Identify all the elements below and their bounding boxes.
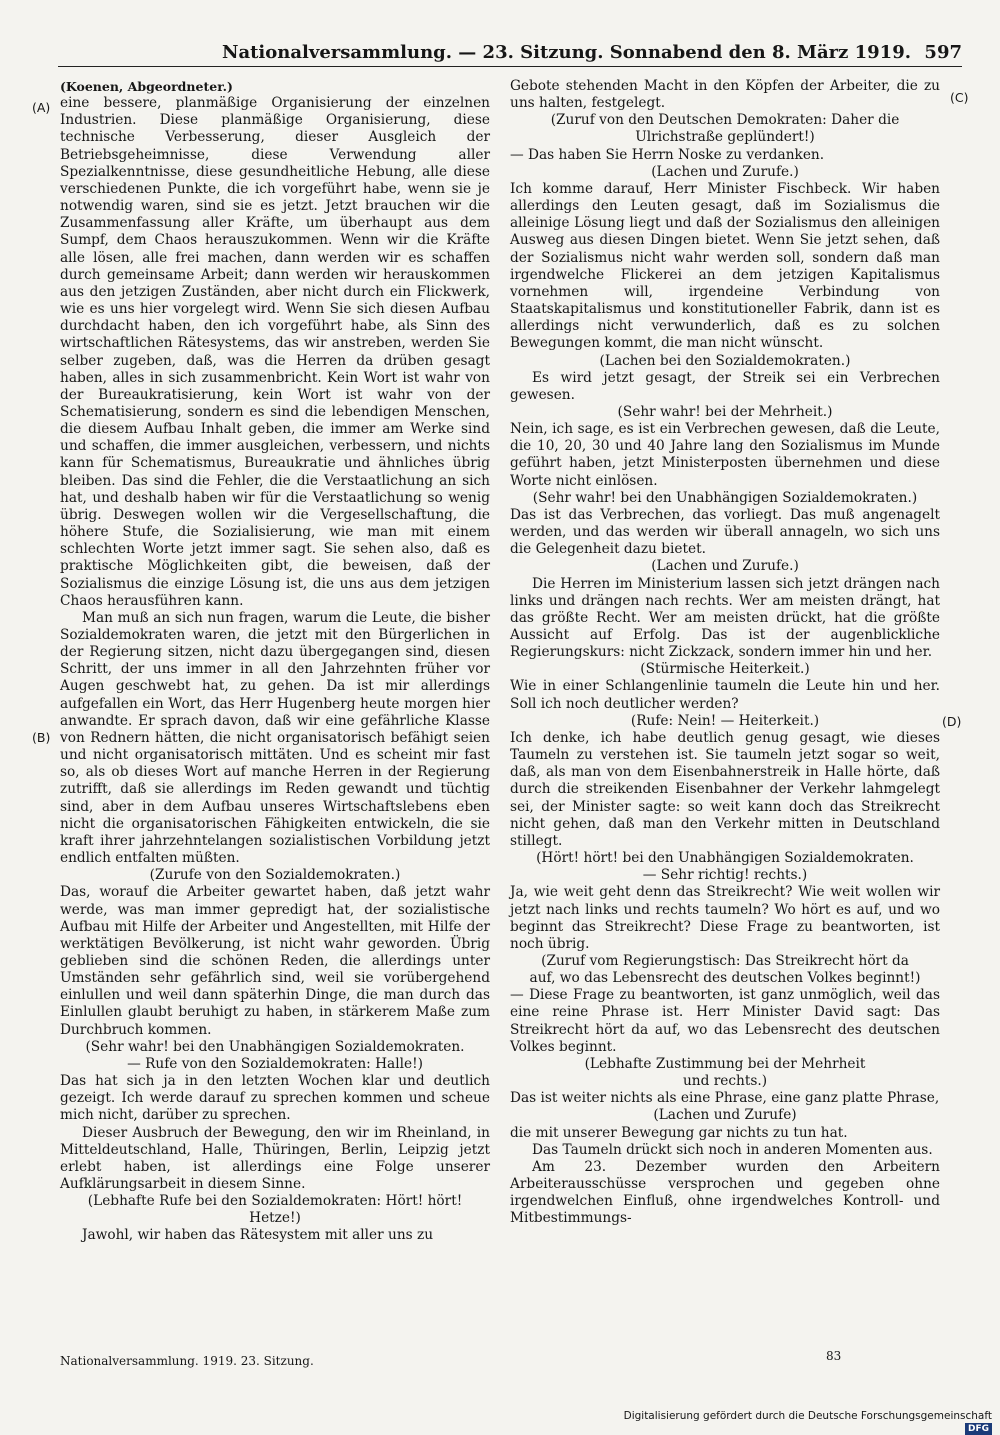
- paragraph: Ja, wie weit geht denn das Streikrecht? Wie weit wollen wir jetzt nach links und rechts taumeln? Wo hört es auf, und wo beginnt das Streikrecht? Diese Frage zu beantworten, ist noch übrig.: [510, 884, 940, 952]
- interjection: (Rufe: Nein! — Heiterkeit.): [630, 712, 820, 729]
- paragraph: Ich komme darauf, Herr Minister Fischbeck. Wir haben allerdings den Leuten gesagt, daß im Sozialismus die alleinige Lösung liegt und daß der Sozialismus den alleinigen Ausweg aus diesen Dingen bietet. Wenn Sie jetzt sehen, daß der Sozialismus nicht wahr werden soll, sondern daß man irgendwelche Flickerei an dem jetzigen Kapitalismus vornehmen will, irgendeine Verbindung von Staatskapitalismus und konstitutioneller Fabrik, dann ist es allerdings nicht verwunderlich, daß es zu solchen Bewegungen kommt, die man nicht wünscht.: [510, 180, 940, 352]
- margin-marker-c: (C): [950, 90, 969, 105]
- interjection: (Sehr wahr! bei den Unabhängigen Sozialdemokraten.): [532, 489, 918, 506]
- speaker-label: (Koenen, Abgeordneter.): [60, 79, 233, 94]
- credit-text: Digitalisierung gefördert durch die Deutsche Forschungsgemeinschaft: [623, 1410, 992, 1422]
- paragraph: Das Taumeln drückt sich noch in anderen Momenten aus.: [532, 1141, 933, 1158]
- interjection: Hetze!): [249, 1210, 301, 1227]
- page-number: 597: [924, 42, 962, 63]
- paragraph: Nein, ich sage, es ist ein Verbrechen gewesen, daß die Leute, die 10, 20, 30 und 40 Jahre lang den Sozialismus im Munde geführt haben, jetzt Ministerposten übernehmen und diese Worte nicht einlösen.: [510, 421, 940, 489]
- paragraph: Das ist das Verbrechen, das vorliegt. Das muß angenagelt werden, und das werden wir überall annageln, wo sich uns die Gelegenheit dazu bietet.: [510, 506, 940, 558]
- paragraph: Es wird jetzt gesagt, der Streik sei ein Verbrechen gewesen.: [510, 369, 940, 403]
- running-head-title: Nationalversammlung. — 23. Sitzung. Sonnabend den 8. März 1919.: [222, 42, 911, 63]
- signature-number: 83: [826, 1349, 842, 1363]
- interjection: (Zuruf vom Regierungstisch: Das Streikrecht hört da: [541, 952, 909, 969]
- interjection: auf, wo das Lebensrecht des deutschen Volkes beginnt!): [529, 970, 921, 987]
- interjection: (Lachen und Zurufe): [653, 1107, 797, 1124]
- interjection: (Sehr wahr! bei den Unabhängigen Sozialdemokraten.: [85, 1038, 465, 1055]
- paragraph: Jawohl, wir haben das Rätesystem mit aller uns zu: [82, 1227, 434, 1244]
- left-column: [60, 78, 490, 1245]
- interjection: — Sehr richtig! rechts.): [642, 867, 808, 884]
- interjection: (Stürmische Heiterkeit.): [640, 661, 810, 678]
- margin-marker-d: (D): [942, 714, 962, 729]
- interjection: (Sehr wahr! bei der Mehrheit.): [617, 403, 833, 420]
- interjection: (Lachen bei den Sozialdemokraten.): [599, 352, 851, 369]
- interjection: (Zurufe von den Sozialdemokraten.): [149, 867, 401, 884]
- paragraph: Die Herren im Ministerium lassen sich jetzt drängen nach links und drängen nach rechts. Wer am meisten drängt, hat das größte Recht. Wer am meisten drückt, hat die größte Aussicht auf Erfolg. Das ist der augenblickliche Regierungskurs: nicht Zickzack, sondern immer hin und her.: [510, 575, 940, 661]
- paragraph: Das, worauf die Arbeiter gewartet haben, daß jetzt wahr werde, was man immer gepredigt hat, der sozialistische Aufbau mit Hilfe der Arbeiter und Angestellten, mit Hilfe der werktätigen Bevölkerung, ist nicht wahr geworden. Übrig geblieben sind die schönen Reden, die allerdings unter Umständen sehr gefährlich sind, weil sie vorübergehend einlullen und weil dann späterhin Dinge, die man durch das Einlullen glaubt beruhigt zu haben, in stärkerem Maße zum Durchbruch kommen.: [60, 884, 490, 1038]
- interjection: (Hört! hört! bei den Unabhängigen Sozialdemokraten.: [536, 850, 914, 867]
- paragraph: Ich denke, ich habe deutlich genug gesagt, wie dieses Taumeln zu verstehen ist. Sie taumeln jetzt sogar so weit, daß, als man von dem Eisenbahnerstreik in Halle hörte, daß durch die streikenden Eisenbahner der Verkehr lahmgelegt sei, der Minister sagte: so weit kann doch das Streikrecht nicht gehen, daß man den Verkehr mitten in Deutschland stillegt.: [510, 729, 940, 849]
- footer-source: Nationalversammlung. 1919. 23. Sitzung.: [60, 1354, 314, 1368]
- paragraph: eine bessere, planmäßige Organisierung der einzelnen Industrien. Diese planmäßige Organisierung, diese technische Verbesserung, dieser Ausgleich der Betriebsgeheimnisse, diese Verwendung aller Spezialkenntnisse, diese gesundheitliche Hebung, alle diese verschiedenen Punkte, die ich vorgeführt habe, wenn sie je notwendig waren, sind sie es jetzt. Jetzt brauchen wir die Zusammenfassung aller Kräfte, um überhaupt aus dem Sumpf, dem Chaos herauszukommen. Wenn wir die Kräfte alle lösen, alle frei machen, dann werden wir es schaffen durch gemeinsame Arbeit; dann werden wir herauskommen aus den jetzigen Zuständen, aber nicht durch ein Flickwerk, wie es uns hier vorgelegt wird. Wenn Sie sich diesen Aufbau durchdacht haben, den ich vorgeführt habe, als Sinn des wirtschaftlichen Rätesystems, das wir anstreben, werden Sie selber zugeben, daß, was die Herren da drüben gesagt haben, alles in sich zusammenbricht. Kein Wort ist wahr von der Bureaukratisierung, kein Wort ist wahr von der Schematisierung, sondern es sind die lebendigen Menschen, die diesem Aufbau Inhalt geben, die immer am Werke sind und schaffen, die immer ausgleichen, verbessern, und nichts kann für Schematismus, Bureaukratie und ähnliches übrig bleiben. Das sind die Fehler, die die Verstaatlichung an sich hat, und deshalb haben wir für die Verstaatlichung so wenig übrig. Deswegen wollen wir die Vergesellschaftung, die höhere Stufe, die Sozialisierung, wie man mit einem schlechten Worte jetzt immer sagt. Sie sehen also, daß es praktische Möglichkeiten gibt, die beweisen, daß der Sozialismus die einzige Lösung ist, die uns aus dem jetzigen Chaos herausführen kann.: [60, 95, 490, 609]
- paragraph: Gebote stehenden Macht in den Köpfen der Arbeiter, die zu uns halten, festgelegt.: [510, 78, 940, 112]
- digitization-credit: [600, 1410, 992, 1434]
- paragraph: Am 23. Dezember wurden den Arbeitern Arbeiterausschüsse versprochen und gegeben ohne irgendwelchen Einfluß, ohne irgendwelches Kontroll- und Mitbestimmungs-: [510, 1158, 940, 1227]
- interjection: Ulrichstraße geplündert!): [635, 129, 815, 146]
- interjection: (Lebhafte Zustimmung bei der Mehrheit: [584, 1055, 866, 1072]
- right-column: [510, 78, 940, 1227]
- margin-marker-a: (A): [32, 100, 51, 115]
- header-rule: [58, 66, 962, 67]
- interjection: und rechts.): [682, 1073, 768, 1090]
- paragraph: Wie in einer Schlangenlinie taumeln die Leute hin und her. Soll ich noch deutlicher werden?: [510, 678, 940, 712]
- interjection: — Rufe von den Sozialdemokraten: Halle!): [127, 1055, 423, 1072]
- interjection: (Zuruf von den Deutschen Demokraten: Daher die: [550, 112, 900, 129]
- interjection: (Lachen und Zurufe.): [651, 558, 799, 575]
- interjection: (Lebhafte Rufe bei den Sozialdemokraten: Hört! hört!: [87, 1193, 463, 1210]
- margin-marker-b: (B): [32, 730, 51, 745]
- paragraph: Das hat sich ja in den letzten Wochen klar und deutlich gezeigt. Ich werde darauf zu sprechen kommen und scheue mich nicht, darüber zu sprechen.: [60, 1073, 490, 1124]
- paragraph: Dieser Ausbruch der Bewegung, den wir im Rheinland, in Mitteldeutschland, Halle, Thüringen, Berlin, Leipzig jetzt erlebt haben, ist allerdings eine Folge unserer Aufklärungsarbeit in diesem Sinne.: [60, 1124, 490, 1192]
- paragraph: — Das haben Sie Herrn Noske zu verdanken.: [510, 146, 825, 163]
- paragraph: — Diese Frage zu beantworten, ist ganz unmöglich, weil das eine reine Phrase ist. Herr Minister David sagt: Das Streikrecht hört da auf, wo das Lebensrecht des deutschen Volkes beginnt.: [510, 987, 940, 1055]
- paragraph: die mit unserer Bewegung gar nichts zu tun hat.: [510, 1124, 848, 1141]
- dfg-logo: DFG: [965, 1423, 992, 1435]
- interjection: (Lachen und Zurufe.): [651, 163, 799, 180]
- paragraph: Man muß an sich nun fragen, warum die Leute, die bisher Sozialdemokraten waren, die jetzt mit den Bürgerlichen in der Regierung sitzen, nicht dazu übergegangen sind, diesen Schritt, der uns immer in all den Jahrzehnten früher vor Augen geschwebt hat, zu gehen. Da ist mir allerdings aufgefallen ein Wort, das Herr Hugenberg heute morgen hier anwandte. Er sprach davon, daß wir eine gefährliche Klasse von Rednern hätten, die nicht organisatorisch befähigt seien und nicht organisatorisch mittäten. Und es scheint mir fast so, als ob dieses Wort auf manche Herren in der Regierung zutrifft, daß sie allerdings im Reden gewandt und tüchtig sind, aber in dem Aufbau unseres Wirtschaftslebens eben nicht die organisatorischen Fähigkeiten entwickeln, die sie kraft ihrer jahrzehntelangen sozialistischen Vorbildung jetzt endlich entfalten müßten.: [60, 609, 490, 867]
- paragraph: Das ist weiter nichts als eine Phrase, eine ganz platte Phrase,: [510, 1090, 940, 1107]
